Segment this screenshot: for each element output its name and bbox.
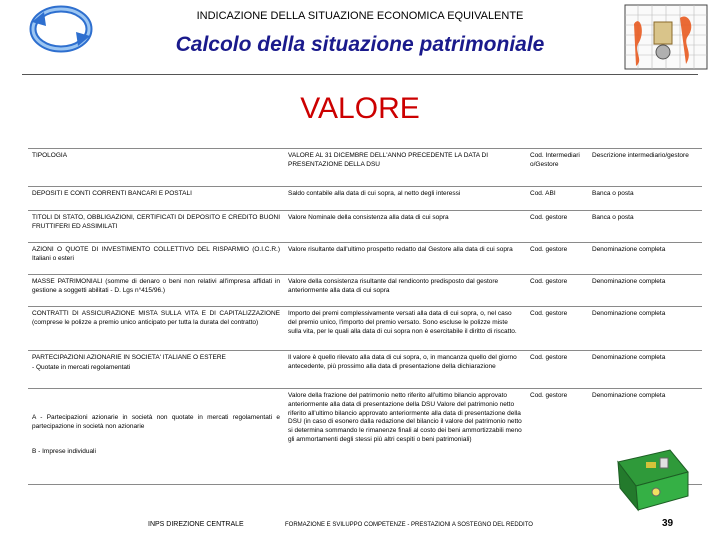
cell-cod: Cod. gestore xyxy=(526,307,588,351)
header-descrizione: Descrizione intermediario/gestore xyxy=(588,149,702,187)
cell-descrizione: Denominazione completa xyxy=(588,275,702,307)
table-row xyxy=(28,211,702,243)
cell-tipologia-sub: - Quotate in mercati regolamentati xyxy=(32,363,131,371)
table-row xyxy=(28,389,702,485)
cell-cod: Cod. gestore xyxy=(526,275,588,307)
table-row xyxy=(28,275,702,307)
cell-cod: Cod. ABI xyxy=(526,187,588,211)
footer-left: INPS DIREZIONE CENTRALE xyxy=(148,521,244,528)
cell-descrizione: Denominazione completa xyxy=(588,243,702,275)
cell-valore: Valore risultante dall'ultimo prospetto redatto dal Gestore alla data di cui sopra xyxy=(284,243,526,275)
section-heading: VALORE xyxy=(300,92,420,125)
cell-cod: Cod. gestore xyxy=(526,351,588,389)
clipart-collage-icon xyxy=(624,4,708,70)
cell-tipologia: AZIONI O QUOTE DI INVESTIMENTO COLLETTIVO DEL RISPARMIO (O.I.C.R.) Italiani o esteri xyxy=(28,243,284,275)
cell-tipologia: CONTRATTI DI ASSICURAZIONE MISTA SULLA VITA E DI CAPITALIZZAZIONE (comprese le polizze a premio unico anticipato per tutta la durata del contratto) xyxy=(28,307,284,351)
cell-tipologia xyxy=(28,351,284,389)
cell-descrizione: Denominazione completa xyxy=(588,351,702,389)
page-title: Calcolo della situazione patrimoniale xyxy=(175,33,545,56)
cell-descrizione: Denominazione completa xyxy=(588,389,702,485)
cell-tipologia xyxy=(28,389,284,485)
cell-valore: Importo dei premi complessivamente versati alla data di cui sopra, o, nel caso del premio unico, l'importo del premio versato. Sono escluse le polizze miste sulla vita, per le quali alla data di cui sopra non è esercitabile il diritto di riscatto. xyxy=(284,307,526,351)
top-title: INDICAZIONE DELLA SITUAZIONE ECONOMICA EQUIVALENTE xyxy=(196,10,524,22)
cell-valore: Valore della consistenza risultante dal rendiconto predisposto dal gestore anteriormente alla data di cui sopra xyxy=(284,275,526,307)
cell-valore: Valore della frazione del patrimonio netto riferito all'ultimo bilancio approvato anteriormente alla data di presentazione della DSU Valore del patrimonio netto riferito all'ultimo bilancio approvato anteriormente alla data di presentazione della DSU (in caso di esonero dalla redazione del bilancio il valore del patrimonio netto si determina sommando le rimanenze finali al costo dei beni ammortizzabili meno gli ammortamenti degli stessi più altri cespiti o beni patrimoniali) xyxy=(284,389,526,485)
cell-tipologia-main: PARTECIPAZIONI AZIONARIE IN SOCIETA' ITALIANE O ESTERE xyxy=(32,354,226,361)
cell-valore: Valore Nominale della consistenza alla data di cui sopra xyxy=(284,211,526,243)
cell-descrizione: Banca o posta xyxy=(588,187,702,211)
cell-tipologia-a: A - Partecipazioni azionarie in società non quotate in mercati regolamentati e partecipazione in società non azionarie xyxy=(32,414,280,430)
cell-cod: Cod. gestore xyxy=(526,211,588,243)
cell-tipologia: TITOLI DI STATO, OBBLIGAZIONI, CERTIFICATI DI DEPOSITO E CREDITO BUONI FRUTTIFERI ED ASSIMILATI xyxy=(28,211,284,243)
title-rule xyxy=(22,74,698,75)
cell-cod: Cod. gestore xyxy=(526,243,588,275)
cell-cod: Cod. gestore xyxy=(526,389,588,485)
header-tipologia: TIPOLOGIA xyxy=(28,149,284,187)
table-row xyxy=(28,307,702,351)
cell-descrizione: Banca o posta xyxy=(588,211,702,243)
cell-tipologia: MASSE PATRIMONIALI (somme di denaro o beni non relativi all'impresa affidati in gestione a soggetti abilitati - D. Lgs n°415/96.) xyxy=(28,275,284,307)
cell-descrizione: Denominazione completa xyxy=(588,307,702,351)
table-row xyxy=(28,351,702,389)
cell-tipologia: DEPOSITI E CONTI CORRENTI BANCARI E POSTALI xyxy=(28,187,284,211)
table-row xyxy=(28,243,702,275)
table-row xyxy=(28,187,702,211)
cell-valore: Il valore è quello rilevato alla data di cui sopra, o, in mancanza quello del giorno antecedente, più prossimo alla data di presentazione della dichiarazione xyxy=(284,351,526,389)
cell-valore: Saldo contabile alla data di cui sopra, al netto degli interessi xyxy=(284,187,526,211)
page-number: 39 xyxy=(662,518,674,529)
cell-tipologia-b: B - Imprese individuali xyxy=(32,447,96,455)
toolbox-clipart-icon xyxy=(612,432,694,514)
situazione-table xyxy=(28,148,702,485)
table-header-row xyxy=(28,149,702,187)
header-cod: Cod. Intermediari o/Gestore xyxy=(526,149,588,187)
footer-center: FORMAZIONE E SVILUPPO COMPETENZE - PRESTAZIONI A SOSTEGNO DEL REDDITO xyxy=(285,522,533,528)
header-valore: VALORE AL 31 DICEMBRE DELL'ANNO PRECEDENTE LA DATA DI PRESENTAZIONE DELLA DSU xyxy=(284,149,526,187)
